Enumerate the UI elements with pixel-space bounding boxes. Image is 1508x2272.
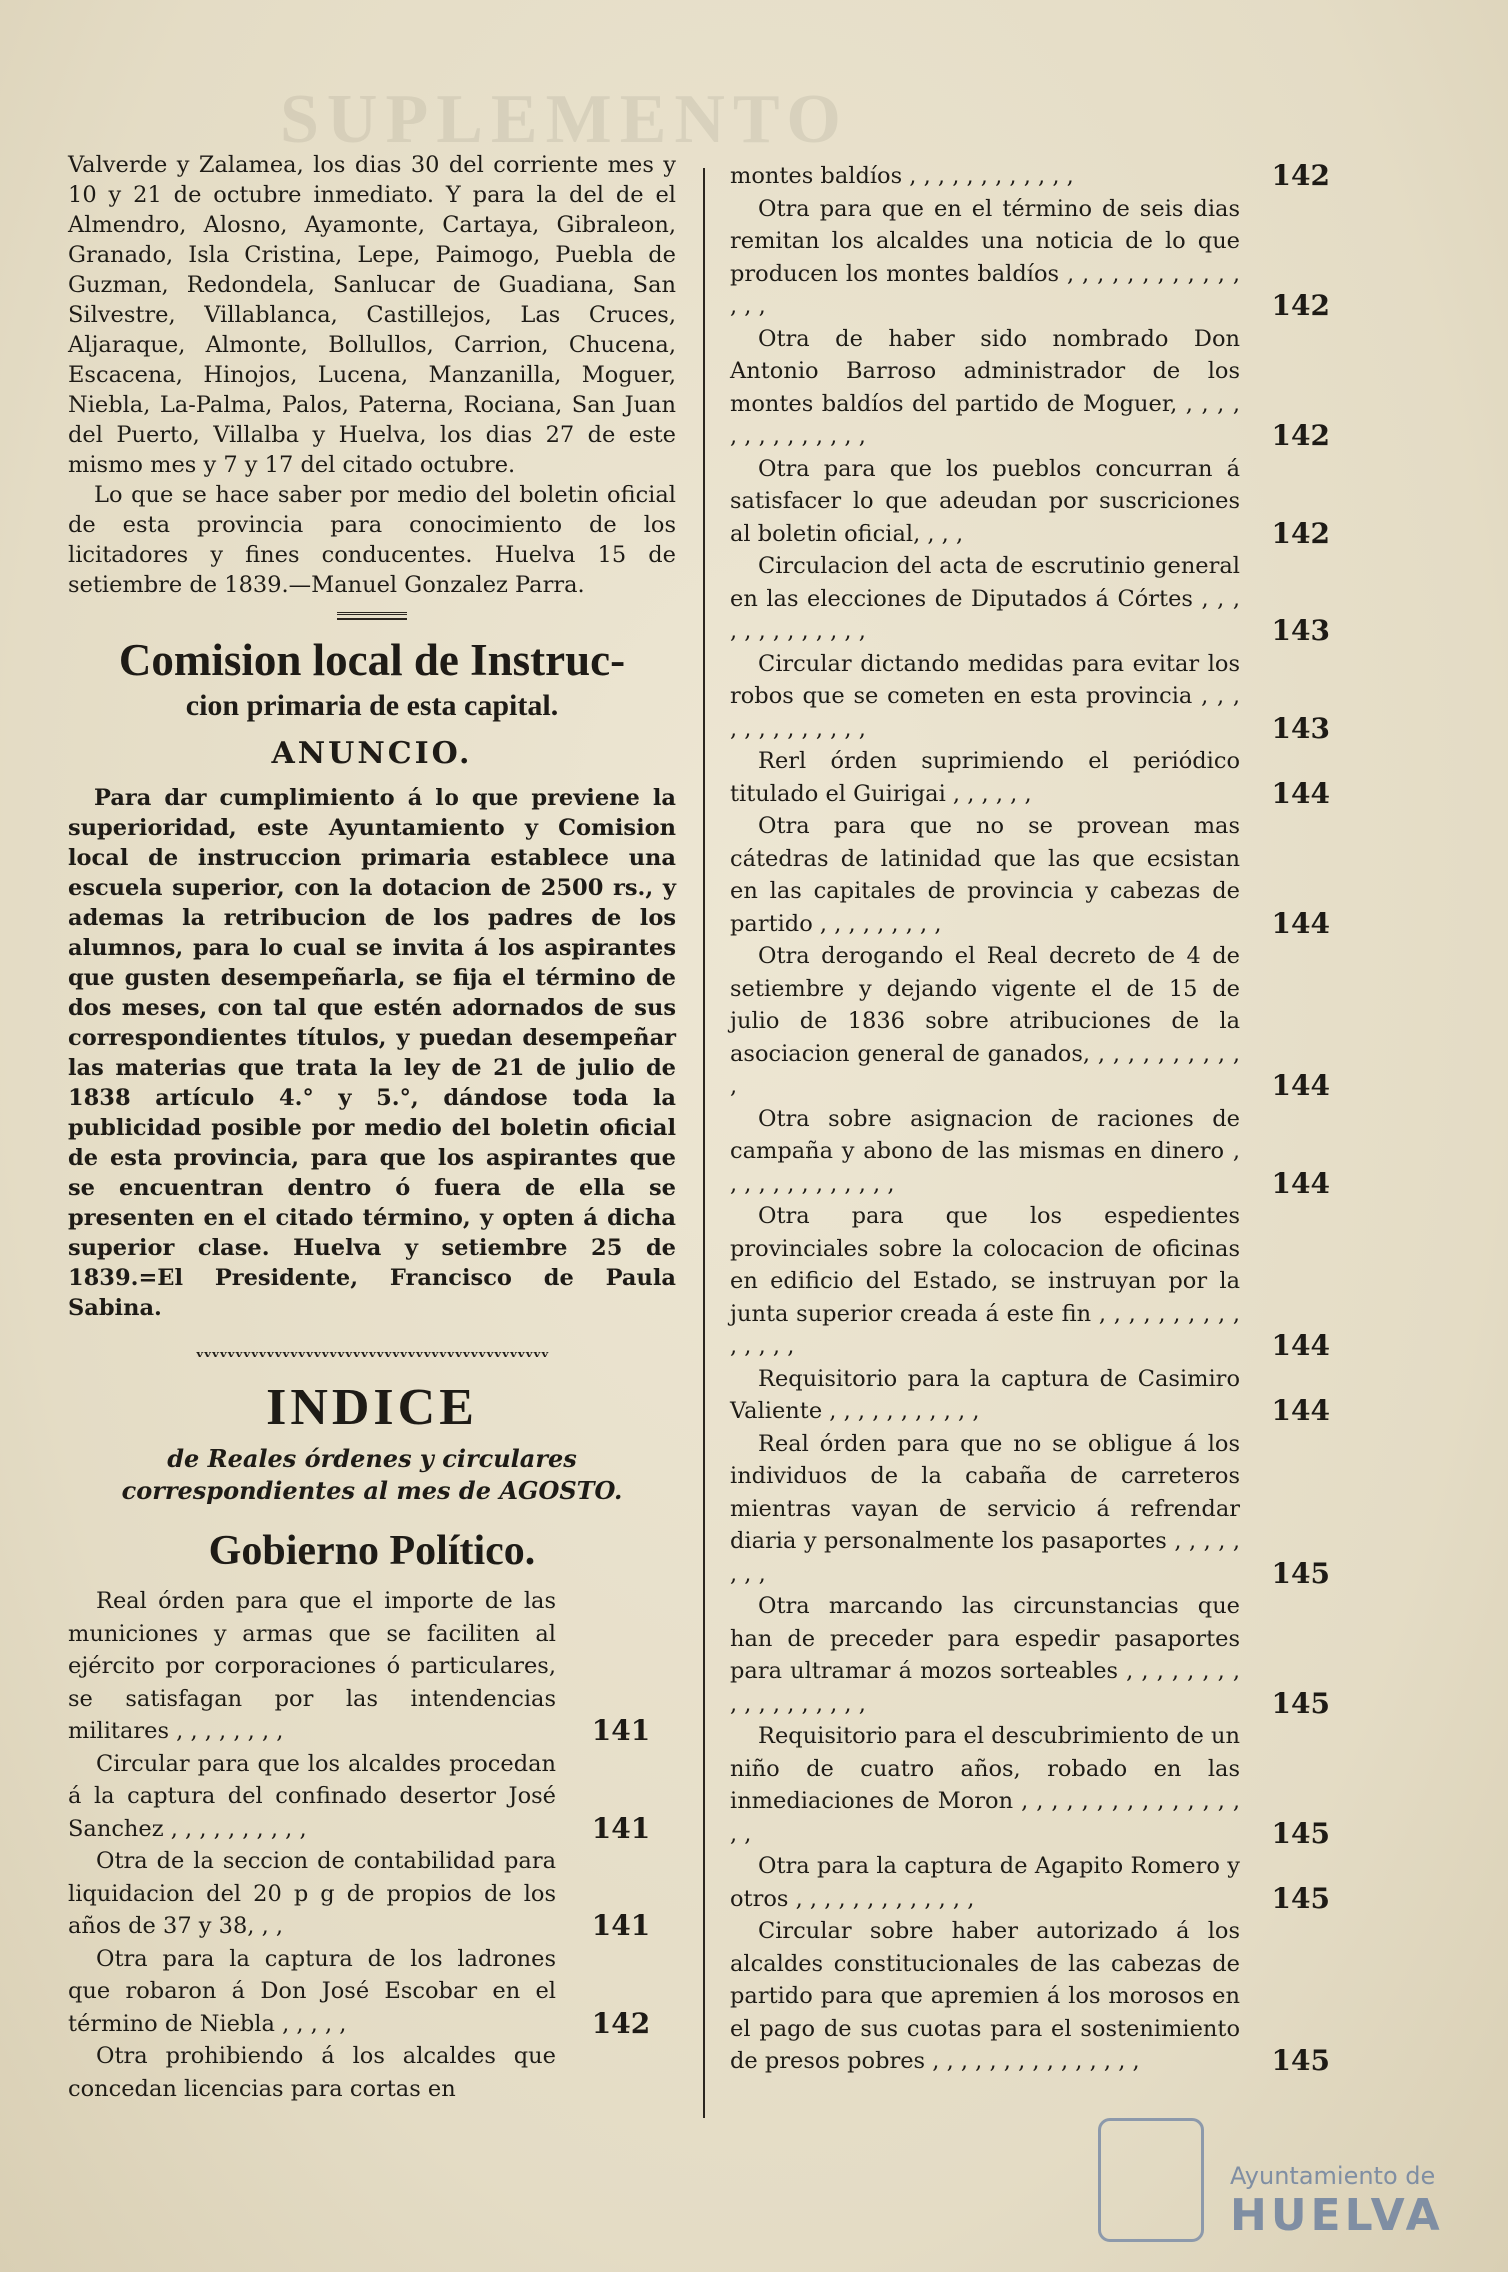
entry-text: Otra de la seccion de contabilidad para liquidacion del 20 p g de propios de los años de 37 y 38, , ,: [68, 1848, 556, 1939]
entry-page-number: 142: [591, 2006, 651, 2040]
entry-text: Otra para la captura de Agapito Romero y otros , , , , , , , , , , , , ,: [730, 1853, 1240, 1912]
index-entry: [730, 745, 1330, 810]
notice-paragraph: Lo que se hace saber por medio del boletin oficial de esta provincia para conocimiento de los licitadores y fines conducentes. Huelva 15 de setiembre de 1839.—Manuel Gonzalez Parra.: [68, 482, 676, 598]
comision-title: Comision local de Instruc-: [118, 635, 626, 685]
entry-page-number: 144: [1271, 1394, 1330, 1427]
anuncio-body-block: [68, 783, 676, 1323]
index-entry: [730, 940, 1330, 1103]
entry-page-number: 141: [591, 1714, 651, 1747]
watermark-heading: SUPLEMENTO: [280, 81, 849, 158]
entry-text: Circular para que los alcaldes procedan á la captura del confinado desertor José Sanchez , , , , , , , , , ,: [68, 1750, 556, 1842]
entry-page-number: 142: [1271, 289, 1330, 322]
entry-text: Circular dictando medidas para evitar los robos que se cometen en esta provincia , , , , , , , , , , , , ,: [730, 650, 1240, 742]
gobierno-title: Gobierno Político.: [208, 1528, 536, 1574]
entry-text: montes baldíos , , , , , , , , , , , ,: [730, 163, 1074, 189]
index-entry: [730, 1103, 1330, 1201]
entry-page-number: 143: [1271, 614, 1330, 647]
entry-text: Requisitorio para la captura de Casimiro Valiente , , , , , , , , , , ,: [730, 1365, 1240, 1424]
index-entry: [730, 453, 1330, 551]
ornamental-rule: ᵥᵥᵥᵥᵥᵥᵥᵥᵥᵥᵥᵥᵥᵥᵥᵥᵥᵥᵥᵥᵥᵥᵥᵥᵥᵥᵥᵥᵥᵥᵥᵥᵥᵥᵥᵥᵥᵥᵥᵥᵥᵥᵥᵥᵥ: [195, 1341, 549, 1362]
entry-text: Otra sobre asignacion de raciones de campaña y abono de las mismas en dinero , , , , , , , , , , , , ,: [730, 1105, 1240, 1197]
index-entry-continuation: [730, 160, 1330, 193]
index-entry: [730, 193, 1330, 323]
index-entry: [730, 1363, 1330, 1428]
entry-page-number: 145: [1271, 1686, 1330, 1720]
index-entry: [730, 1590, 1330, 1720]
entry-page-number: 145: [1271, 2044, 1330, 2077]
entry-page-number: 144: [1271, 1166, 1330, 1200]
entry-text: Otra para la captura de los ladrones que robaron á Don José Escobar en el término de Niebla , , , , ,: [68, 1945, 556, 2037]
index-entry: [730, 1915, 1330, 2078]
index-entry: [68, 1845, 676, 1943]
entry-text: Circulacion del acta de escrutinio general en las elecciones de Diputados á Córtes , , , , , , , , , , , , ,: [730, 553, 1240, 644]
entry-page-number: 143: [1271, 711, 1330, 745]
anuncio-title: ANUNCIO.: [271, 736, 473, 771]
column-divider: [703, 168, 705, 2118]
entry-text: Rerl órden suprimiendo el periódico titulado el Guirigai , , , , , ,: [730, 748, 1240, 807]
index-entry: [68, 1748, 676, 1846]
index-entry: [730, 323, 1330, 453]
index-entry: [730, 1850, 1330, 1915]
index-entry: [730, 550, 1330, 648]
entry-page-number: 142: [1271, 419, 1330, 452]
entry-page-number: 141: [591, 1811, 651, 1845]
left-column: [68, 150, 676, 2105]
entry-page-number: 145: [1271, 1816, 1330, 1850]
index-entry: [68, 1943, 676, 2041]
entry-page-number: 144: [1271, 776, 1330, 810]
index-entry: [730, 810, 1330, 940]
city-crest-icon: [1098, 2118, 1204, 2242]
opening-text-block: [68, 150, 676, 600]
entry-text: Otra derogando el Real decreto de 4 de setiembre y dejando vigente el de 15 de julio de 1836 sobre atribuciones de la asociacion general de ganados, , , , , , , , , , , ,: [730, 943, 1240, 1099]
entry-text: Circular sobre haber autorizado á los alcaldes constitucionales de las cabezas de partido para que apremien á los morosos en el pago de sus cuotas para el sostenimiento de presos pobres , , , , , , , , , , , , , , ,: [730, 1918, 1240, 2074]
entry-text: Real órden para que el importe de las municiones y armas que se faciliten al ejército por corporaciones ó particulares, se satisfagan por las intendencias militares , , , , , , , ,: [68, 1588, 556, 1744]
entry-text: Otra para que en el término de seis dias remitan los alcaldes una noticia de lo que producen los montes baldíos , , , , , , , , , , , , , , ,: [730, 195, 1240, 319]
entry-text: Otra para que los espedientes provinciales sobre la colocacion de oficinas en edificio del Estado, se instruyan por la junta superior creada á este fin , , , , , , , , , , , , , , ,: [730, 1203, 1240, 1359]
indice-title: INDICE: [266, 1379, 478, 1436]
left-index-list: [68, 1585, 676, 2105]
index-entry: [730, 1428, 1330, 1591]
archive-stamp-line2: HUELVA: [1230, 2190, 1444, 2241]
entry-page-number: 144: [1271, 906, 1330, 940]
index-entry: [730, 1200, 1330, 1363]
index-entry: [68, 1585, 676, 1748]
entry-text: Otra para que los pueblos concurran á satisfacer lo que adeudan por suscriciones al boletin oficial, , , ,: [730, 455, 1240, 547]
entry-text: Otra de haber sido nombrado Don Antonio Barroso administrador de los montes baldíos del partido de Moguer, , , , , , , , , , , , , , ,: [730, 325, 1240, 449]
entry-text: Real órden para que no se obligue á los individuos de la cabaña de carreteros mientras vayan de servicio á refrendar diaria y personalmente los pasaportes , , , , , , , ,: [730, 1430, 1240, 1587]
entry-page-number: 144: [1271, 1069, 1330, 1102]
entry-page-number: 145: [1271, 1556, 1330, 1590]
entry-text: Otra marcando las circunstancias que han de preceder para espedir pasaportes para ultramar á mozos sorteables , , , , , , , , , , , , , , , , , ,: [730, 1593, 1240, 1717]
opening-paragraph: Valverde y Zalamea, los dias 30 del corriente mes y 10 y 21 de octubre inmediato. Y para la del de el Almendro, Alosno, Ayamonte, Cartaya, Gibraleon, Granado, Isla Cristina, Lepe, Paimogo, Puebla de Guzman, Redondela, Sanlucar de Guadiana, San Silvestre, Villablanca, Castillejos, Las Cruces, Aljaraque, Almonte, Bollullos, Carrion, Chucena, Escacena, Hinojos, Lucena, Manzanilla, Moguer, Niebla, La-Palma, Palos, Paterna, Rociana, San Juan del Puerto, Villalba y Huelva, los dias 27 de este mismo mes y 7 y 17 del citado octubre.: [68, 152, 676, 478]
right-column: [730, 160, 1330, 2078]
index-entry-continued: [68, 2040, 676, 2105]
entry-page-number: 145: [1271, 1881, 1330, 1915]
entry-text: Requisitorio para el descubrimiento de un niño de cuatro años, robado en las inmediaciones de Moron , , , , , , , , , , , , , , , , ,: [730, 1723, 1240, 1847]
index-entry: [730, 1720, 1330, 1850]
index-entry: [730, 648, 1330, 746]
entry-page-number: 142: [1271, 159, 1330, 192]
entry-text: Otra para que no se provean mas cátedras de latinidad que las que ecsistan en las capitales de provincia y cabezas de partido , , , , , , , , ,: [730, 813, 1240, 937]
entry-page-number: 144: [1271, 1329, 1330, 1362]
archive-stamp-line1: Ayuntamiento de: [1230, 2162, 1436, 2190]
anuncio-body: Para dar cumplimiento á lo que previene la superioridad, este Ayuntamiento y Comision local de instruccion primaria establece una escuela superior, con la dotacion de 2500 rs., y ademas la retribucion de los padres de los alumnos, para lo cual se invita á los aspirantes que gusten desempeñarla, se fija el término de dos meses, con tal que estén adornados de sus correspondientes títulos, y puedan desempeñar las materias que trata la ley de 21 de julio de 1838 artículo 4.° y 5.°, dándose toda la publicidad posible por medio del boletin oficial de esta provincia, para que los aspirantes que se encuentran dentro ó fuera de ella se presenten en el citado término, y opten á dicha superior clase. Huelva y setiembre 25 de 1839.=El Presidente, Francisco de Paula Sabina.: [68, 785, 676, 1321]
section-separator: [337, 612, 407, 620]
entry-page-number: 141: [591, 1909, 651, 1942]
entry-text: Otra prohibiendo á los alcaldes que concedan licencias para cortas en: [68, 2043, 556, 2102]
entry-page-number: 142: [1271, 516, 1330, 550]
comision-subtitle: cion primaria de esta capital.: [185, 689, 559, 722]
indice-subtitle: de Reales órdenes y circulares correspondientes al mes de AGOSTO.: [121, 1444, 623, 1505]
